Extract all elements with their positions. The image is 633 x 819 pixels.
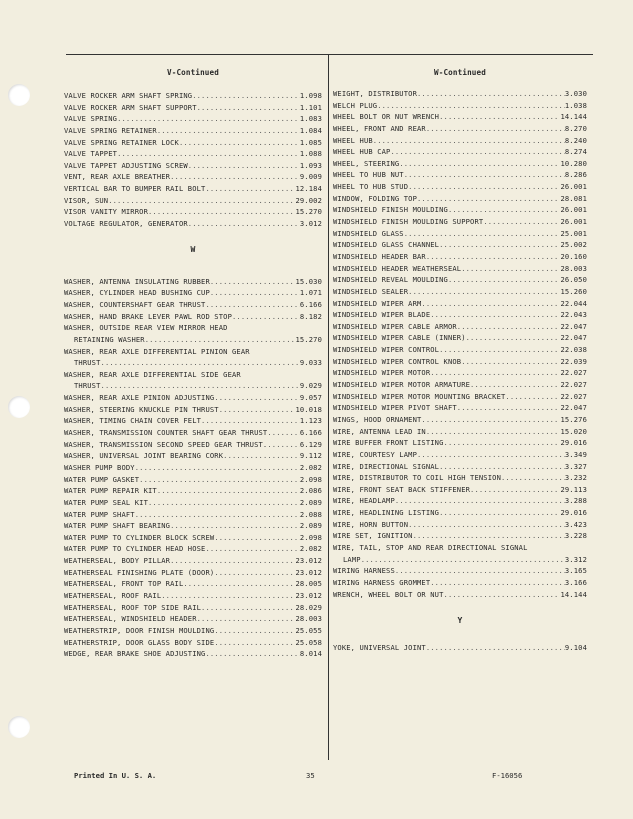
index-entry: WATER PUMP SHAFT ..... 2.088: [64, 509, 322, 521]
v-continued-heading: V-Continued: [167, 68, 219, 77]
index-entry: VALVE TAPPET ADJUSTING SCREW ..... 1.093: [64, 160, 322, 172]
index-entry: WHEEL, FRONT AND REAR ..... 8.270: [333, 123, 587, 135]
index-entry: WINDSHIELD WIPER MOTOR ARMATURE ..... 22.027: [333, 379, 587, 391]
index-entry: VALVE SPRING RETAINER ..... 1.084: [64, 125, 322, 137]
index-entry: WIRE, HORN BUTTON ..... 3.423: [333, 519, 587, 531]
index-entry: VALVE SPRING RETAINER LOCK ..... 1.085: [64, 137, 322, 149]
binder-hole-top: [8, 84, 30, 106]
index-entry: WHEEL BOLT OR NUT WRENCH ..... 14.144: [333, 111, 587, 123]
index-entry: WASHER, CYLINDER HEAD BUSHING CUP ..... 1.071: [64, 287, 322, 299]
index-entry: WINDSHIELD SEALER ..... 15.260: [333, 286, 587, 298]
index-entry: WHEEL HUB ..... 8.240: [333, 135, 587, 147]
left-column: [64, 66, 322, 660]
index-entry: WINDSHIELD WIPER CABLE (INNER) ..... 22.047: [333, 332, 587, 344]
index-entry: VALVE SPRING ..... 1.083: [64, 113, 322, 125]
index-entry: WINDSHIELD GLASS ..... 25.001: [333, 228, 587, 240]
index-entry: VENT, REAR AXLE BREATHER ..... 9.009: [64, 171, 322, 183]
y-section-letter: Y: [457, 616, 463, 626]
index-entry: WINDSHIELD GLASS CHANNEL ..... 25.002: [333, 239, 587, 251]
index-entry: WINGS, HOOD ORNAMENT ..... 15.276: [333, 414, 587, 426]
index-entry: WIRE BUFFER FRONT LISTING ..... 29.016: [333, 437, 587, 449]
index-entry: WIRE, COURTESY LAMP ..... 3.349: [333, 449, 587, 461]
index-entry: WATER PUMP SHAFT BEARING ..... 2.089: [64, 520, 322, 532]
index-entry: WASHER, REAR AXLE PINION ADJUSTING ..... 9.057: [64, 392, 322, 404]
index-entry: WRENCH, WHEEL BOLT OR NUT ..... 14.144: [333, 589, 587, 601]
index-entry: VOLTAGE REGULATOR, GENERATOR ..... 3.012: [64, 218, 322, 230]
form-number: F-16056: [492, 771, 523, 780]
index-entry: WIRE, ANTENNA LEAD IN ..... 15.020: [333, 426, 587, 438]
binder-hole-bottom: [8, 716, 30, 738]
index-entry: WINDSHIELD WIPER MOTOR ..... 22.027: [333, 367, 587, 379]
index-entry-first-line: WASHER, OUTSIDE REAR VIEW MIRROR HEAD: [64, 323, 228, 333]
index-entry: VALVE ROCKER ARM SHAFT SUPPORT ..... 1.101: [64, 102, 322, 114]
index-entry: WINDSHIELD HEADER BAR ..... 20.160: [333, 251, 587, 263]
index-entry: WINDSHIELD WIPER CONTROL ..... 22.038: [333, 344, 587, 356]
index-entry: WINDSHIELD WIPER MOTOR MOUNTING BRACKET ..... 22.027: [333, 391, 587, 403]
index-entry: VALVE TAPPET ..... 1.088: [64, 148, 322, 160]
index-entry: WINDSHIELD WIPER BLADE ..... 22.043: [333, 309, 587, 321]
index-entry: WASHER PUMP BODY ..... 2.082: [64, 462, 322, 474]
index-entry: WINDSHIELD WIPER CONTROL KNOB ..... 22.039: [333, 356, 587, 368]
index-entry-first-line: WIRE, TAIL, STOP AND REAR DIRECTIONAL SIGNAL: [333, 542, 528, 552]
right-column: [333, 66, 587, 654]
index-entry: WEATHERSTRIP, DOOR GLASS BODY SIDE ..... 25.058: [64, 637, 322, 649]
index-entry: WELCH PLUG ..... 1.038: [333, 100, 587, 112]
index-entry: WHEEL HUB CAP ..... 8.274: [333, 146, 587, 158]
index-entry-first-line: WASHER, REAR AXLE DIFFERENTIAL SIDE GEAR: [64, 369, 241, 379]
index-entry: WINDSHIELD WIPER ARM ..... 22.044: [333, 298, 587, 310]
index-entry: WINDSHIELD WIPER PIVOT SHAFT ..... 22.047: [333, 402, 587, 414]
index-entry: YOKE, UNIVERSAL JOINT ..... 9.104: [333, 642, 587, 654]
column-divider: [328, 55, 329, 760]
index-entry: RETAINING WASHER ..... 15.270: [64, 334, 322, 346]
index-entry: VALVE ROCKER ARM SHAFT SPRING ..... 1.098: [64, 90, 322, 102]
index-entry: WASHER, COUNTERSHAFT GEAR THRUST ..... 6.166: [64, 299, 322, 311]
page-number: 35: [306, 771, 315, 780]
w-continued-heading: W-Continued: [434, 68, 486, 77]
index-entry: WHEEL, STEERING ..... 10.280: [333, 158, 587, 170]
binder-hole-middle: [8, 396, 30, 418]
index-entry: WHEEL TO HUB STUD ..... 26.001: [333, 181, 587, 193]
index-entry: WATER PUMP REPAIR KIT ..... 2.086: [64, 485, 322, 497]
index-entry: WATER PUMP SEAL KIT ..... 2.089: [64, 497, 322, 509]
index-entry: WASHER, STEERING KNUCKLE PIN THRUST ..... 10.018: [64, 404, 322, 416]
index-entry: WIRE, HEADLINING LISTING ..... 29.016: [333, 507, 587, 519]
index-entry: WEATHERSTRIP, DOOR FINISH MOULDING ..... 25.055: [64, 625, 322, 637]
index-entry: WIRE, FRONT SEAT BACK STIFFENER ..... 29.113: [333, 484, 587, 496]
index-entry: WINDSHIELD FINISH MOULDING SUPPORT ..... 26.001: [333, 216, 587, 228]
index-entry: WIRE, DIRECTIONAL SIGNAL ..... 3.327: [333, 461, 587, 473]
index-entry: WEATHERSEAL, ROOF TOP SIDE RAIL ..... 28.029: [64, 602, 322, 614]
top-rule: [66, 54, 593, 55]
index-entry: WASHER, HAND BRAKE LEVER PAWL ROD STOP ..... 8.182: [64, 311, 322, 323]
printed-in-usa: Printed In U. S. A.: [74, 771, 157, 780]
index-entry: VISOR, SUN ..... 29.002: [64, 195, 322, 207]
index-entry: WINDSHIELD HEADER WEATHERSEAL ..... 28.003: [333, 263, 587, 275]
index-entry: VERTICAL BAR TO BUMPER RAIL BOLT ..... 12.184: [64, 183, 322, 195]
index-entry: WINDSHIELD REVEAL MOULDING ..... 26.050: [333, 274, 587, 286]
index-entry: THRUST ..... 9.029: [64, 380, 322, 392]
index-entry: WATER PUMP TO CYLINDER BLOCK SCREW ..... 2.098: [64, 532, 322, 544]
index-entry: WATER PUMP TO CYLINDER HEAD HOSE ..... 2.082: [64, 543, 322, 555]
index-entry: WHEEL TO HUB NUT ..... 8.286: [333, 169, 587, 181]
index-entry: THRUST ..... 9.033: [64, 357, 322, 369]
index-entry: VISOR VANITY MIRROR ..... 15.270: [64, 206, 322, 218]
index-entry: LAMP ..... 3.312: [333, 554, 587, 566]
index-entry: WIRE SET, IGNITION ..... 3.228: [333, 530, 587, 542]
index-entry: WATER PUMP GASKET ..... 2.098: [64, 474, 322, 486]
index-entry: WEATHERSEAL FINISHING PLATE (DOOR) ..... 23.012: [64, 567, 322, 579]
index-entry: WASHER, UNIVERSAL JOINT BEARING CORK ..... 9.112: [64, 450, 322, 462]
index-entry: WIRING HARNESS GROMMET ..... 3.166: [333, 577, 587, 589]
index-entry: WEATHERSEAL, ROOF RAIL ..... 23.012: [64, 590, 322, 602]
index-entry: WIRE, DISTRIBUTOR TO COIL HIGH TENSION ..... 3.232: [333, 472, 587, 484]
index-entry: WASHER, ANTENNA INSULATING RUBBER ..... 15.030: [64, 276, 322, 288]
index-entry: WEATHERSEAL, FRONT TOP RAIL ..... 28.005: [64, 578, 322, 590]
index-entry: WASHER, TRANSMISSION COUNTER SHAFT GEAR THRUST ..... 6.166: [64, 427, 322, 439]
index-entry: WEATHERSEAL, BODY PILLAR ..... 23.012: [64, 555, 322, 567]
index-entry: WIRE, HEADLAMP ..... 3.288: [333, 495, 587, 507]
index-entry: WINDOW, FOLDING TOP ..... 28.081: [333, 193, 587, 205]
index-entry: WASHER, TIMING CHAIN COVER FELT ..... 1.123: [64, 415, 322, 427]
index-entry: WIRING HARNESS ..... 3.165: [333, 565, 587, 577]
index-entry: WEDGE, REAR BRAKE SHOE ADJUSTING ..... 8.014: [64, 648, 322, 660]
index-entry: WEATHERSEAL, WINDSHIELD HEADER ..... 28.003: [64, 613, 322, 625]
w-section-letter: W: [190, 244, 196, 254]
index-entry: WINDSHIELD WIPER CABLE ARMOR ..... 22.047: [333, 321, 587, 333]
index-entry: WEIGHT, DISTRIBUTOR ..... 3.030: [333, 88, 587, 100]
index-entry: WINDSHIELD FINISH MOULDING ..... 26.001: [333, 204, 587, 216]
index-entry: WASHER, TRANSMISSION SECOND SPEED GEAR THRUST. ..... 6.129: [64, 439, 322, 451]
index-entry-first-line: WASHER, REAR AXLE DIFFERENTIAL PINION GEAR: [64, 346, 250, 356]
